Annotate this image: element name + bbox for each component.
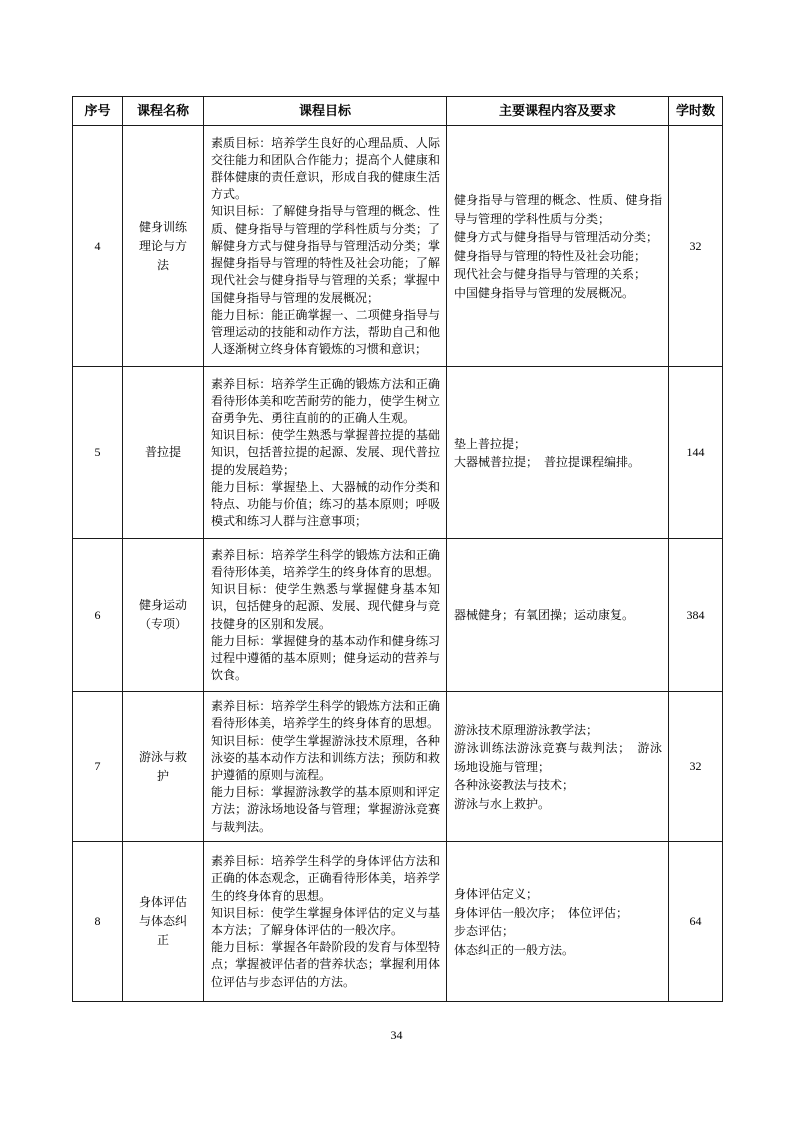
cell-course-name: 健身训练理论与方法: [123, 126, 204, 367]
cell-content: [447, 126, 669, 367]
cell-hours: 32: [669, 692, 723, 842]
content-line: 健身指导与管理的特性及社会功能；: [454, 248, 647, 263]
content-line: 垫上普拉提；: [454, 436, 527, 451]
cell-seq: 5: [73, 367, 123, 539]
cell-course-name: 普拉提: [123, 367, 204, 539]
objective-paragraph: 能力目标：掌握垫上、大器械的动作分类和特点、功能与价值；练习的基本原则；呼吸模式和练习人群与注意事项；: [211, 479, 440, 529]
objective-paragraph: 能力目标：掌握游泳教学的基本原则和评定方法；游泳场地设备与管理；掌握游泳竞赛与裁判法。: [211, 785, 440, 834]
objective-paragraph: 素养目标：培养学生科学的锻炼方法和正确看待形体美，培养学生的终身体育的思想。: [211, 547, 440, 579]
col-header-hours: 学时数: [669, 97, 723, 126]
objective-paragraph: 能力目标：能正确掌握一、二项健身指导与管理运动的技能和动作方法，帮助自己和他人逐渐树立终身体育锻炼的习惯和意识；: [211, 307, 440, 357]
cell-content: [447, 539, 669, 692]
cell-objectives: [204, 126, 447, 367]
cell-hours: 32: [669, 126, 723, 367]
cell-seq: 8: [73, 842, 123, 1002]
cell-objectives: [204, 692, 447, 842]
objective-paragraph: 知识目标：使学生掌握身体评估的定义与基本方法；了解身体评估的一般次序。: [211, 905, 440, 937]
col-header-seq: 序号: [73, 97, 123, 126]
content-line: 现代社会与健身指导与管理的关系；: [454, 267, 647, 281]
cell-hours: 144: [669, 367, 723, 539]
content-line: 大器械普拉提； 普拉提课程编排。: [454, 455, 641, 469]
col-header-content: 主要课程内容及要求: [447, 97, 669, 126]
content-line: 游泳技术原理游泳教学法；: [454, 722, 599, 737]
objective-paragraph: 素养目标：培养学生正确的锻炼方法和正确看待形体美和吃苦耐劳的能力，使学生树立奋勇争先、勇往直前的的正确人生观。: [211, 376, 440, 425]
cell-hours: 384: [669, 539, 723, 692]
cell-content: [447, 367, 669, 539]
objective-paragraph: 知识目标：使学生掌握游泳技术原理，各种泳姿的基本动作方法和训练方法；预防和救护遵循的原则与流程。: [211, 733, 440, 782]
cell-objectives: [204, 842, 447, 1002]
content-line: 身体评估定义；: [454, 887, 539, 901]
content-line: 步态评估；: [454, 924, 515, 938]
cell-seq: 6: [73, 539, 123, 692]
table-row: [73, 539, 723, 692]
cell-course-name: 游泳与救护: [123, 692, 204, 842]
table-row: [73, 126, 723, 367]
content-line: 身体评估一般次序； 体位评估；: [454, 905, 629, 920]
content-line: 游泳与水上救护。: [454, 796, 551, 811]
objective-paragraph: 知识目标：使学生熟悉与掌握普拉提的基础知识，包括普拉提的起源、发展、现代普拉提的发展趋势；: [211, 428, 440, 477]
cell-seq: 7: [73, 692, 123, 842]
content-line: 健身方式与健身指导与管理活动分类；: [454, 230, 659, 244]
objective-paragraph: 知识目标：使学生熟悉与掌握健身基本知识，包括健身的起源、发展、现代健身与竞技健身的区别和发展。: [211, 582, 440, 631]
table-row: [73, 367, 723, 539]
content-line: 器械健身；有氧团操；运动康复。: [454, 608, 635, 623]
content-line: 中国健身指导与管理的发展概况。: [454, 285, 635, 300]
cell-objectives: [204, 539, 447, 692]
objective-paragraph: 素养目标：培养学生科学的身体评估方法和正确的体态观念，正确看待形体美，培养学生的终身体育的思想。: [211, 854, 440, 903]
col-header-course-name: 课程名称: [123, 97, 204, 126]
content-line: 游泳训练法游泳竞赛与裁判法； 游泳场地设施与管理；: [454, 741, 662, 774]
content-line: 健身指导与管理的概念、性质、健身指导与管理的学科性质与分类；: [454, 193, 662, 226]
table-row: [73, 692, 723, 842]
course-table: [72, 96, 723, 1002]
content-line: 体态纠正的一般方法。: [454, 942, 575, 957]
table-row: [73, 842, 723, 1002]
objective-paragraph: 知识目标：了解健身指导与管理的概念、性质、健身指导与管理的学科性质与分类；了解健身方式与健身指导与管理活动分类；掌握健身指导与管理的特性及社会功能；了解现代社会与健身指导与管理的关系；掌握中国健身指导与管理的发展概况；: [211, 204, 440, 305]
objective-paragraph: 能力目标：掌握健身的基本动作和健身练习过程中遵循的基本原则；健身运动的营养与饮食。: [211, 633, 440, 683]
objective-paragraph: 能力目标：掌握各年龄阶段的发育与体型特点；掌握被评估者的营养状态；掌握利用体位评估与步态评估的方法。: [211, 940, 440, 989]
cell-content: [447, 842, 669, 1002]
page-number: 34: [390, 1028, 403, 1042]
content-line: 各种泳姿教法与技术；: [454, 778, 575, 793]
objective-paragraph: 素养目标：培养学生科学的锻炼方法和正确看待形体美，培养学生的终身体育的思想。: [211, 699, 440, 731]
cell-course-name: 健身运动（专项）: [123, 539, 204, 692]
cell-seq: 4: [73, 126, 123, 367]
cell-hours: 64: [669, 842, 723, 1002]
cell-course-name: 身体评估与体态纠正: [123, 842, 204, 1002]
cell-content: [447, 692, 669, 842]
objective-paragraph: 素质目标：培养学生良好的心理品质、人际交往能力和团队合作能力；提高个人健康和群体健康的责任意识，形成自我的健康生活方式。: [211, 135, 440, 202]
col-header-objectives: 课程目标: [204, 97, 447, 126]
cell-objectives: [204, 367, 447, 539]
table-header-row: [73, 97, 723, 126]
